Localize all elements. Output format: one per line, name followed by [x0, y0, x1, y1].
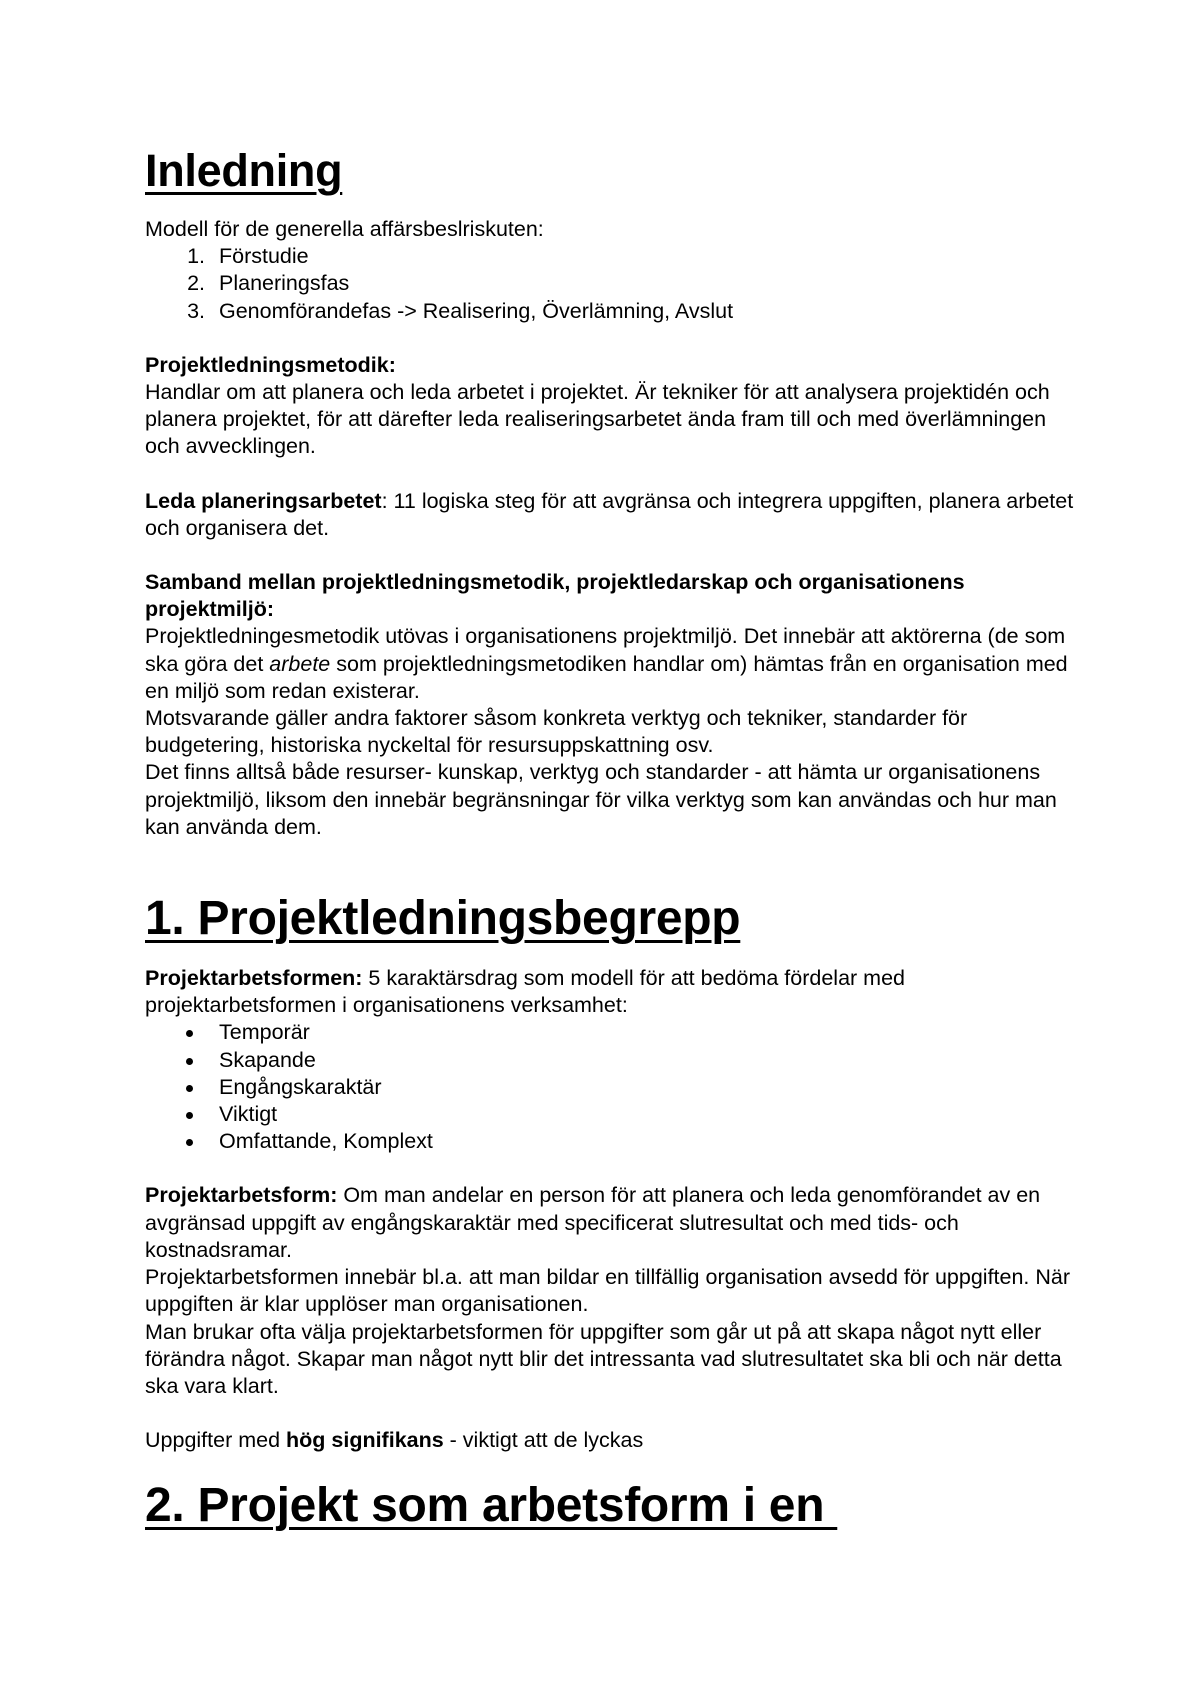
method-title: Projektledningsmetodik: — [145, 352, 396, 377]
bullet-icon — [186, 1139, 193, 1146]
definition-title: Projektarbetsform: — [145, 1183, 338, 1208]
phase-list — [145, 243, 1075, 325]
definition-paragraph: Projektarbetsform: Om man andelar en person för att planera och leda genomförandet av en avgränsad uppgift av engångskaraktär med specificerat slutresultat och med tids- och kostnadsramar. Projektarbetsformen innebär bl.a. att man bildar en tillfällig organisation avsedd för uppgiften. När uppgiften är klar upplöser man organisationen. Man brukar ofta välja projektarbetsformen för uppgifter som går ut på att skapa något nytt eller förändra något. Skapar man något nytt blir det intressanta vad slutresultatet ska bli och när detta ska vara klart. — [145, 1183, 1071, 1398]
model-text: Modell för de generella affärsbeslriskuten: — [145, 217, 544, 241]
bullet-icon — [186, 1112, 193, 1119]
document-content — [145, 140, 1075, 1538]
list-item: Skapande — [145, 1047, 1075, 1074]
form-title: Projektarbetsformen: — [145, 966, 363, 991]
bullet-icon — [186, 1058, 193, 1065]
form-paragraph: Projektarbetsformen: 5 karaktärsdrag som modell för att bedöma fördelar med projektarbetsformen i organisationens verksamhet: — [145, 966, 905, 1018]
traits-list — [145, 1019, 1075, 1155]
list-item: Engångskaraktär — [145, 1074, 1075, 1101]
relation-paragraph: Samband mellan projektledningsmetodik, projektledarskap och organisationens projektmiljö: Projektledningesmetodik utövas i organisationens projektmiljö. Det innebär att aktörerna (de som ska göra det arbete som projektledningsmetodiken handlar om) hämtas från en organisation med en miljö som redan existerar. Motsvarande gäller andra faktorer såsom konkreta verktyg och tekniker, standarder för budgetering, historiska nyckeltal för resursuppskattning osv. Det finns alltså både resurser- kunskap, verktyg och standarder - att hämta ur organisationens projektmiljö, liksom den innebär begränsningar för vilka verktyg som kan användas och hur man kan använda dem. — [145, 570, 1068, 839]
heading-inledning: Inledning — [145, 145, 343, 196]
list-item: 2. Planeringsfas — [187, 271, 350, 296]
bullet-icon — [186, 1085, 193, 1092]
method-text: Handlar om att planera och leda arbetet i projektet. Är tekniker för att analysera projektidén och planera projektet, för att därefter leda realiseringsarbetet ända fram till och med överlämningen och avvecklingen. — [145, 380, 1050, 459]
list-item: 3. Genomförandefas -> Realisering, Överlämning, Avslut — [187, 298, 734, 323]
list-item: Omfattande, Komplext — [145, 1128, 1075, 1155]
list-item: 1. Förstudie — [187, 244, 309, 269]
heading-projekt-som-arbetsform: 2. Projekt som arbetsform i en — [145, 1479, 838, 1533]
bullet-icon — [186, 1030, 193, 1037]
planning-paragraph — [145, 488, 1075, 542]
method-paragraph — [145, 352, 1075, 461]
italic-word: arbete — [269, 651, 331, 676]
significance-bold: hög signifikans — [286, 1428, 444, 1453]
heading-projektledningsbegrepp: 1. Projektledningsbegrepp — [145, 892, 741, 946]
list-item: Viktigt — [145, 1101, 1075, 1128]
relation-title: Samband mellan projektledningsmetodik, projektledarskap och organisationens projektmiljö: — [145, 570, 965, 622]
significance-paragraph: Uppgifter med hög signifikans - viktigt att de lyckas — [145, 1428, 644, 1453]
list-item: Temporär — [145, 1019, 1075, 1046]
planning-text: : 11 logiska steg för att avgränsa och integrera uppgiften, planera arbetet och organisera det. — [145, 488, 1074, 540]
planning-title: Leda planeringsarbetet — [145, 488, 382, 513]
